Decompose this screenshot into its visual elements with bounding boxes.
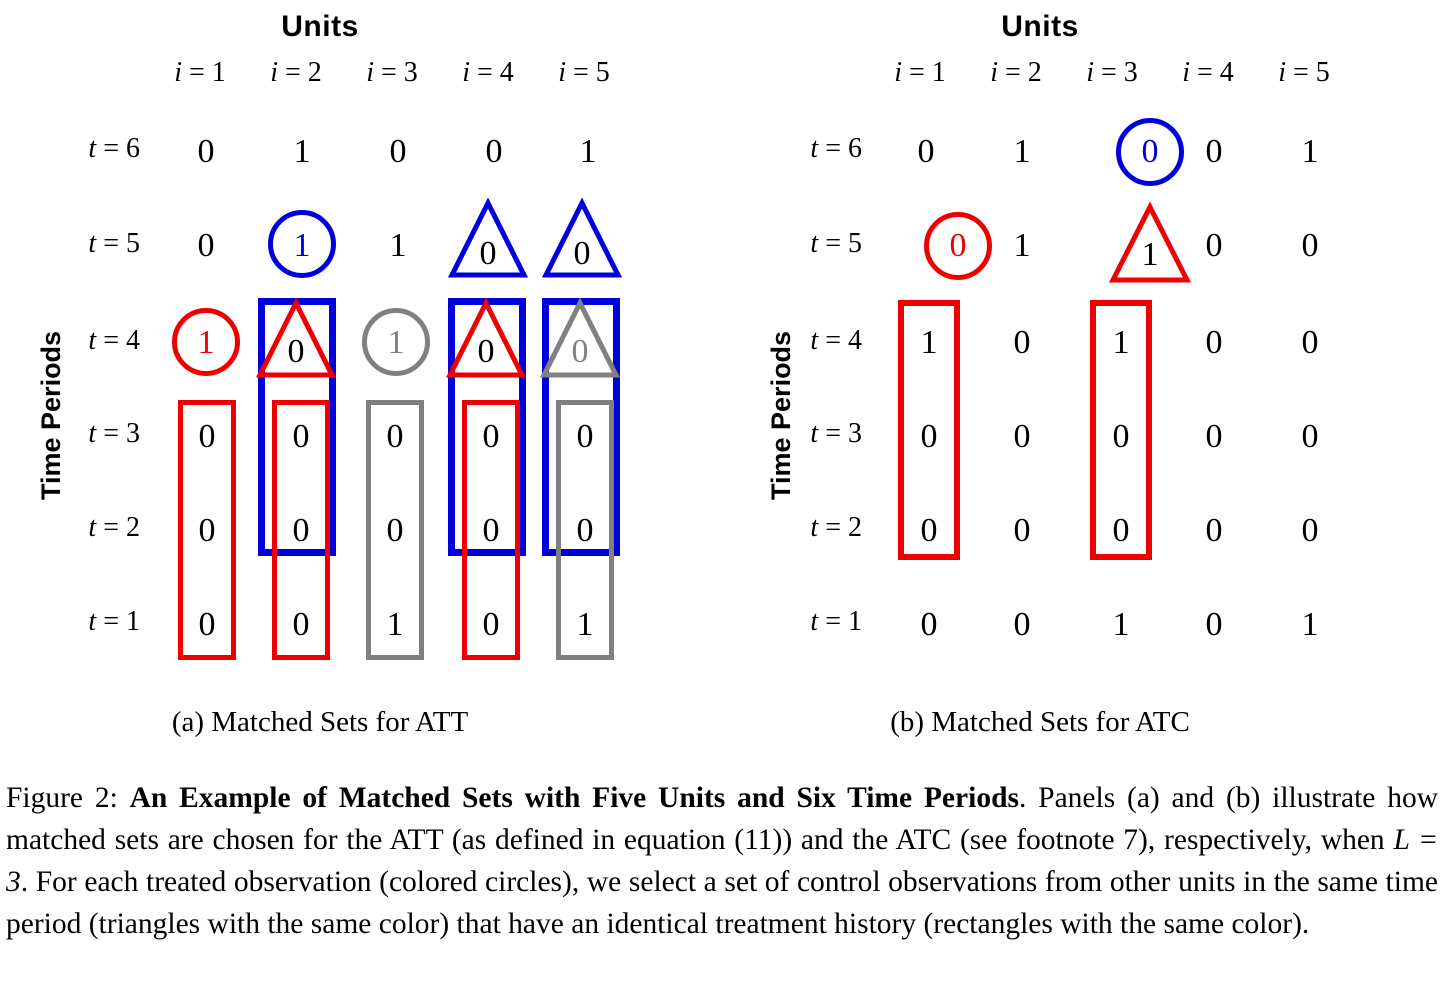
- panel-b-row-header-t4: t = 4: [810, 325, 862, 356]
- panel-a-cell-t6-i1: 0: [197, 133, 215, 170]
- panel-a-cell-t3-i5: 0: [576, 418, 594, 455]
- panel-b-cell-t2-i3: 0: [1112, 512, 1130, 549]
- panel-a-cell-t2-i4: 0: [482, 512, 500, 549]
- panel-b-cell-t4-i4: 0: [1205, 324, 1223, 361]
- panel-b-cell-t4-i2: 0: [1013, 324, 1031, 361]
- panel-b-cell-t1-i1: 0: [920, 606, 938, 643]
- panel-a-cell-t6-i3: 0: [389, 133, 407, 170]
- panel-b-cell-t2-i2: 0: [1013, 512, 1031, 549]
- panel-a-cell-t5-i3: 1: [389, 227, 407, 264]
- panel-a-cell-t1-i4: 0: [482, 606, 500, 643]
- panel-a-cell-t1-i3: 1: [386, 606, 404, 643]
- panel-b-cell-t3-i1: 0: [920, 418, 938, 455]
- panel-a-cell-t4-i1: 1: [197, 324, 215, 361]
- panel-b-cell-t1-i2: 0: [1013, 606, 1031, 643]
- panel-b-col-header-2: i = 2: [990, 57, 1042, 88]
- panel-b-cell-t6-i5: 1: [1301, 133, 1319, 170]
- panel-a-matched-sets-att: [0, 0, 700, 760]
- panel-a-row-header-t6: t = 6: [88, 133, 140, 164]
- figure-caption-label: Figure 2:: [6, 782, 118, 814]
- panel-b-units-title: Units: [1001, 10, 1079, 43]
- panel-b-matched-sets-atc: [730, 0, 1430, 760]
- panel-a-row-header-t2: t = 2: [88, 512, 140, 543]
- panel-b-cell-t3-i3: 0: [1112, 418, 1130, 455]
- figure-caption-title: An Example of Matched Sets with Five Units and Six Time Periods: [129, 782, 1019, 814]
- panel-a-cell-t1-i2: 0: [292, 606, 310, 643]
- panel-a-row-header-t1: t = 1: [88, 606, 140, 637]
- panel-a-cell-t6-i2: 1: [293, 133, 311, 170]
- panel-b-row-header-t5: t = 5: [810, 228, 862, 259]
- panel-b-cell-t2-i1: 0: [920, 512, 938, 549]
- figure-caption: [6, 778, 1438, 946]
- panel-a-cell-t4-i3: 1: [387, 324, 405, 361]
- panel-a-cell-t2-i2: 0: [292, 512, 310, 549]
- panel-a-cell-t6-i5: 1: [579, 133, 597, 170]
- panel-a-row-header-t4: t = 4: [88, 325, 140, 356]
- figure-caption-body-1: . Panels (a) and (b) illustrate how matched sets are chosen for the ATT (as defined in equation (11)) and the ATC (see footnote 7), respectively, when: [6, 782, 1439, 856]
- panel-a-cell-t4-i5: 0: [571, 333, 589, 370]
- panel-b-cell-t6-i4: 0: [1205, 133, 1223, 170]
- panel-b-row-header-t6: t = 6: [810, 133, 862, 164]
- panel-a-cell-t4-i4: 0: [477, 333, 495, 370]
- panel-b-col-header-5: i = 5: [1278, 57, 1330, 88]
- panel-a-cell-t4-i2: 0: [287, 333, 305, 370]
- panel-a-cell-t3-i4: 0: [482, 418, 500, 455]
- panel-a-cell-t3-i3: 0: [386, 418, 404, 455]
- panel-b-cell-t1-i5: 1: [1301, 606, 1319, 643]
- panel-a-col-header-1: i = 1: [174, 57, 226, 88]
- panel-b-col-header-3: i = 3: [1086, 57, 1138, 88]
- panel-b-cell-t5-i2: 1: [1013, 227, 1031, 264]
- panel-b-cell-t3-i2: 0: [1013, 418, 1031, 455]
- panel-b-cell-t3-i5: 0: [1301, 418, 1319, 455]
- panel-b-cell-t3-i4: 0: [1205, 418, 1223, 455]
- panel-b-cell-t5-i4: 0: [1205, 227, 1223, 264]
- panel-a-cell-t3-i2: 0: [292, 418, 310, 455]
- panel-b-cell-t6-i2: 1: [1013, 133, 1031, 170]
- panel-b-cell-t6-i1: 0: [917, 133, 935, 170]
- panel-a-col-header-3: i = 3: [366, 57, 418, 88]
- panel-a-col-header-4: i = 4: [462, 57, 514, 88]
- panel-a-cell-t3-i1: 0: [198, 418, 216, 455]
- panel-a-col-header-5: i = 5: [558, 57, 610, 88]
- panel-b-subcaption: (b) Matched Sets for ATC: [890, 706, 1190, 738]
- panel-a-row-header-t5: t = 5: [88, 228, 140, 259]
- panel-a-time-periods-label: Time Periods: [36, 330, 66, 500]
- panel-b-time-periods-label: Time Periods: [766, 330, 796, 500]
- panel-b-cell-t2-i4: 0: [1205, 512, 1223, 549]
- panel-b-cell-t1-i3: 1: [1112, 606, 1130, 643]
- panel-b-row-header-t2: t = 2: [810, 512, 862, 543]
- panel-a-row-header-t3: t = 3: [88, 418, 140, 449]
- panel-a-cell-t2-i1: 0: [198, 512, 216, 549]
- panel-a-cell-t6-i4: 0: [485, 133, 503, 170]
- panel-b-cell-t6-i3: 0: [1141, 133, 1159, 170]
- panel-a-subcaption: (a) Matched Sets for ATT: [171, 706, 469, 738]
- figure-caption-math-l: L = 3: [6, 823, 1438, 898]
- panel-b-row-header-t3: t = 3: [810, 418, 862, 449]
- panel-b-cell-t2-i5: 0: [1301, 512, 1319, 549]
- panel-a-cell-t5-i5: 0: [573, 235, 591, 272]
- panel-b-cell-t1-i4: 0: [1205, 606, 1223, 643]
- panel-a-cell-t1-i5: 1: [576, 606, 594, 643]
- panel-a-cell-t2-i5: 0: [576, 512, 594, 549]
- panel-a-cell-t2-i3: 0: [386, 512, 404, 549]
- panel-a-units-title: Units: [281, 10, 359, 43]
- panel-b-row-header-t1: t = 1: [810, 606, 862, 637]
- panel-b-cell-t5-i1: 0: [949, 227, 967, 264]
- panel-a-col-header-2: i = 2: [270, 57, 322, 88]
- panel-b-cell-t4-i3: 1: [1112, 324, 1130, 361]
- panel-b-cell-t5-i3: 1: [1141, 236, 1159, 273]
- panel-b-col-header-4: i = 4: [1182, 57, 1234, 88]
- panel-b-cell-t5-i5: 0: [1301, 227, 1319, 264]
- figure-caption-body-2: . For each treated observation (colored circles), we select a set of control observations from other units in the same time period (triangles with the same color) that have an identical treatment history (rectangles with the same color).: [6, 865, 1438, 940]
- panel-a-cell-t5-i2: 1: [293, 227, 311, 264]
- panel-a-cell-t5-i4: 0: [479, 235, 497, 272]
- panel-b-col-header-1: i = 1: [894, 57, 946, 88]
- panel-a-cell-t5-i1: 0: [197, 227, 215, 264]
- panel-b-cell-t4-i5: 0: [1301, 324, 1319, 361]
- panel-a-cell-t1-i1: 0: [198, 606, 216, 643]
- panel-b-cell-t4-i1: 1: [920, 324, 938, 361]
